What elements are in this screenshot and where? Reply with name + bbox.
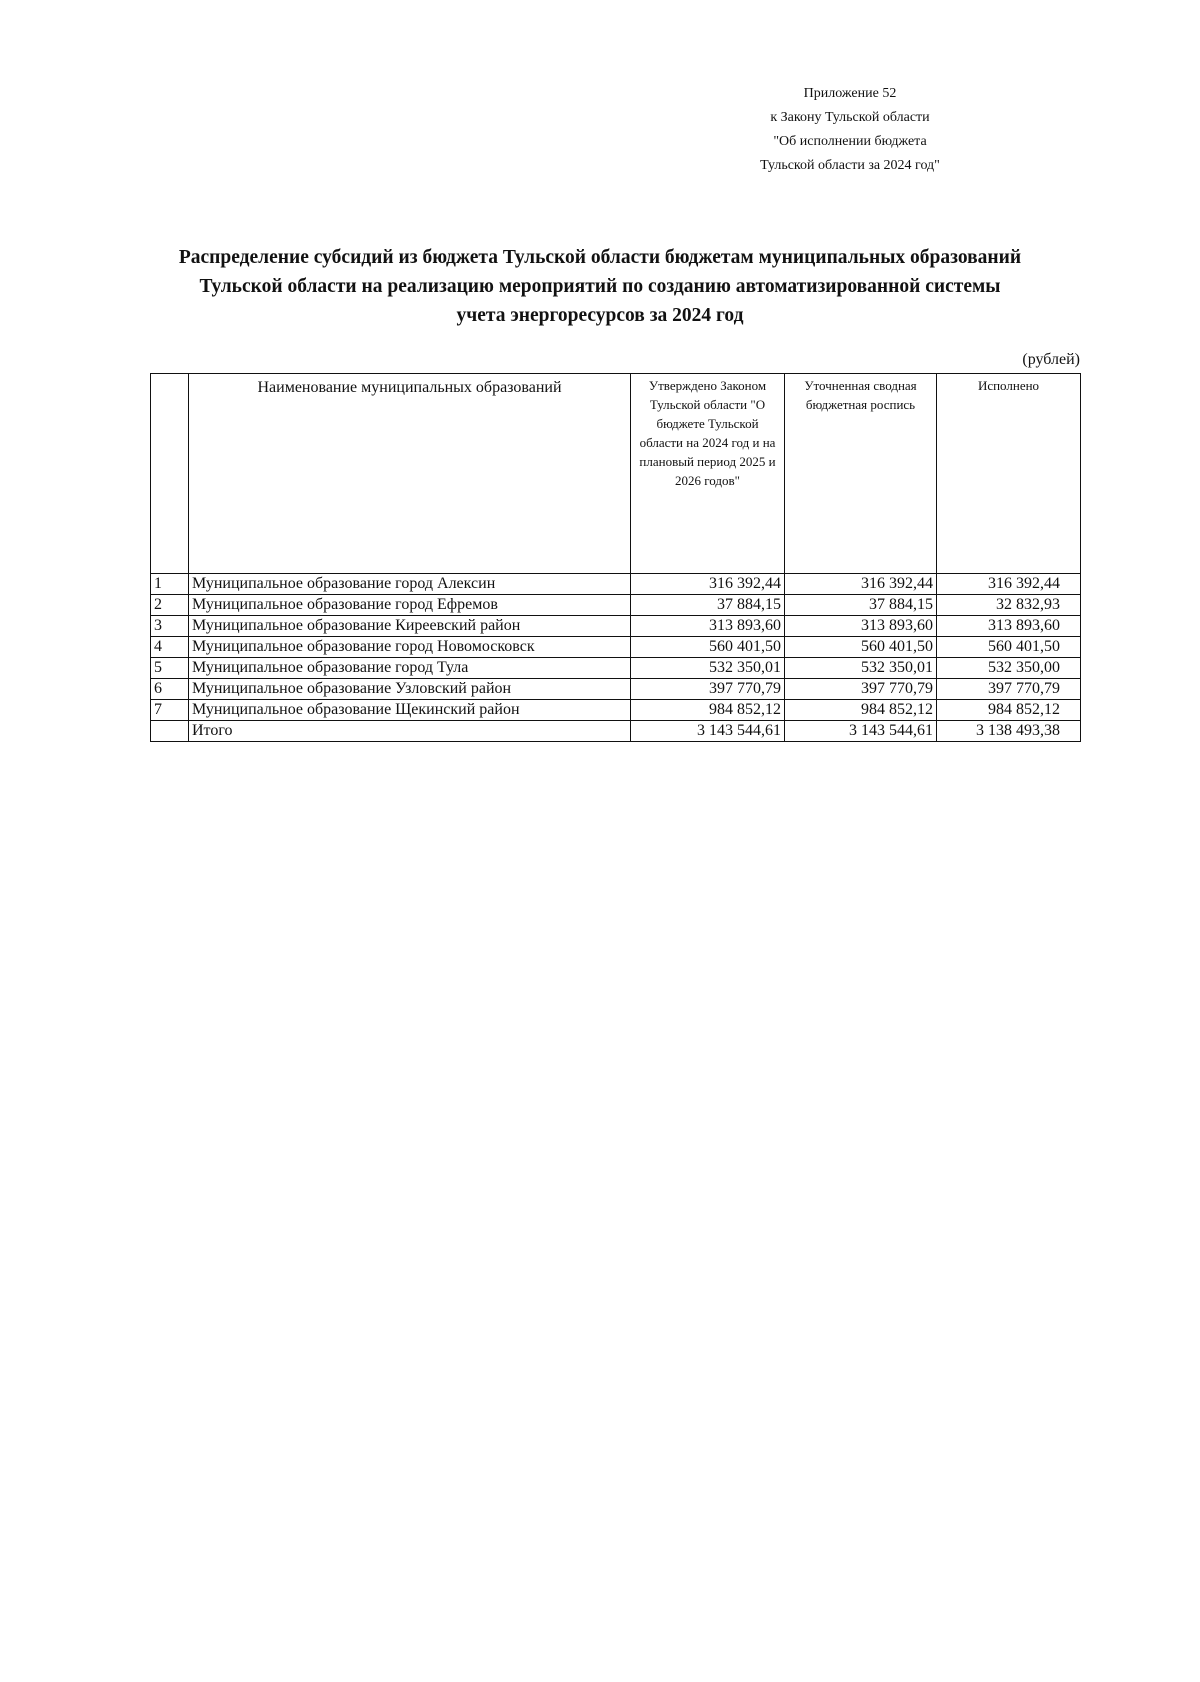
row-executed: 532 350,00 — [937, 658, 1081, 679]
row-refined: 560 401,50 — [785, 637, 937, 658]
header-num — [151, 374, 189, 574]
row-name: Муниципальное образование город Новомосковск — [189, 637, 631, 658]
table-header-row — [151, 374, 1081, 574]
table-row — [151, 679, 1081, 700]
table-row — [151, 658, 1081, 679]
header-approved: Утверждено Законом Тульской области "О бюджете Тульской области на 2024 год и на плановый период 2025 и 2026 годов" — [631, 374, 785, 574]
row-num: 3 — [151, 616, 189, 637]
row-refined: 37 884,15 — [785, 595, 937, 616]
row-refined: 316 392,44 — [785, 574, 937, 595]
total-name: Итого — [189, 721, 631, 742]
row-refined: 313 893,60 — [785, 616, 937, 637]
row-num: 6 — [151, 679, 189, 700]
row-approved: 984 852,12 — [631, 700, 785, 721]
row-approved: 37 884,15 — [631, 595, 785, 616]
row-approved: 313 893,60 — [631, 616, 785, 637]
row-executed: 316 392,44 — [937, 574, 1081, 595]
row-executed: 984 852,12 — [937, 700, 1081, 721]
total-approved: 3 143 544,61 — [631, 721, 785, 742]
row-name: Муниципальное образование город Алексин — [189, 574, 631, 595]
title-line-2: Тульской области на реализацию мероприятий по созданию автоматизированной системы — [199, 276, 1001, 297]
row-refined: 397 770,79 — [785, 679, 937, 700]
row-num: 1 — [151, 574, 189, 595]
table-row — [151, 616, 1081, 637]
appendix-line-3: "Об исполнении бюджета — [773, 134, 927, 149]
table-total-row — [151, 721, 1081, 742]
table-row — [151, 637, 1081, 658]
row-name: Муниципальное образование город Тула — [189, 658, 631, 679]
header-name: Наименование муниципальных образований — [189, 374, 631, 574]
row-num: 5 — [151, 658, 189, 679]
total-executed: 3 138 493,38 — [937, 721, 1081, 742]
table-row — [151, 574, 1081, 595]
appendix-header — [700, 82, 1000, 178]
row-executed: 397 770,79 — [937, 679, 1081, 700]
row-name: Муниципальное образование город Ефремов — [189, 595, 631, 616]
units-label: (рублей) — [1022, 351, 1080, 368]
row-num: 2 — [151, 595, 189, 616]
row-num: 4 — [151, 637, 189, 658]
total-refined: 3 143 544,61 — [785, 721, 937, 742]
title-line-3: учета энергоресурсов за 2024 год — [456, 305, 744, 326]
row-approved: 560 401,50 — [631, 637, 785, 658]
header-refined: Уточненная сводная бюджетная роспись — [785, 374, 937, 574]
row-num: 7 — [151, 700, 189, 721]
appendix-line-4: Тульской области за 2024 год" — [760, 158, 940, 173]
row-executed: 560 401,50 — [937, 637, 1081, 658]
table-row — [151, 700, 1081, 721]
row-approved: 316 392,44 — [631, 574, 785, 595]
row-name: Муниципальное образование Щекинский район — [189, 700, 631, 721]
row-refined: 984 852,12 — [785, 700, 937, 721]
row-name: Муниципальное образование Киреевский район — [189, 616, 631, 637]
table-row — [151, 595, 1081, 616]
subsidy-table — [150, 373, 1081, 742]
document-title — [120, 243, 1080, 330]
appendix-line-2: к Закону Тульской области — [770, 110, 930, 125]
row-approved: 532 350,01 — [631, 658, 785, 679]
row-name: Муниципальное образование Узловский район — [189, 679, 631, 700]
row-executed: 32 832,93 — [937, 595, 1081, 616]
total-num — [151, 721, 189, 742]
row-approved: 397 770,79 — [631, 679, 785, 700]
row-executed: 313 893,60 — [937, 616, 1081, 637]
row-refined: 532 350,01 — [785, 658, 937, 679]
title-line-1: Распределение субсидий из бюджета Тульской области бюджетам муниципальных образований — [178, 247, 1022, 268]
appendix-line-1: Приложение 52 — [803, 86, 897, 101]
header-executed: Исполнено — [937, 374, 1081, 574]
